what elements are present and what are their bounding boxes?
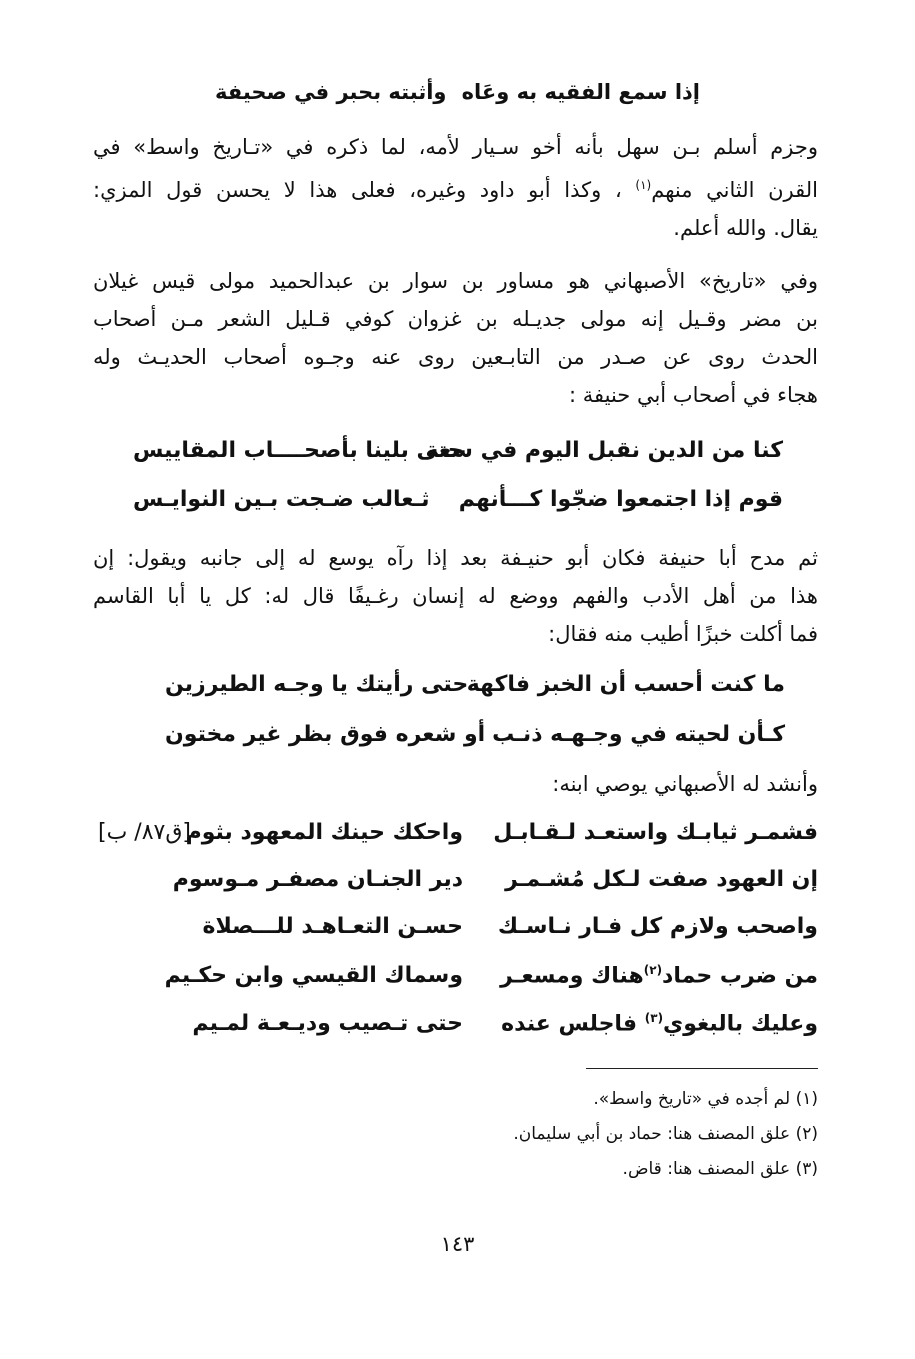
footnote-1: (١) لم أجده في «تاريخ واسط». <box>593 1089 818 1109</box>
poem-3-verse-5 <box>98 1011 818 1051</box>
poem-3-verse-5-first-end: فاجلس عنده <box>501 1011 645 1037</box>
paragraph-2 <box>93 262 818 414</box>
manuscript-folio-note: [ق٨٧/ ب] <box>98 820 191 845</box>
poem-1-verse-1-first: كنا من الدين نقبل اليوم في سعة <box>425 438 783 463</box>
poem-1-verse-1 <box>133 438 783 478</box>
paragraph-1-line-2-end: ، وكذا أبو داود وغيره، فعلى هذا لا يحسن قول المزي: <box>93 178 636 202</box>
poem-3-verse-4-first <box>500 963 818 988</box>
poem-3-verse-5-first-start: وعليك بالبغوي <box>663 1011 818 1037</box>
poem-2-verse-2-second: أو شعره فوق بظر غير مختون <box>165 722 486 747</box>
header-left-hemistich: وأثبته بحبر في صحيفة <box>215 80 447 104</box>
paragraph-2-line-2: بن مضر وقـيل إنه مولى جديـله بن غزوان كوفي قـليل الشعر مـن أصحاب <box>93 307 818 331</box>
poem-2-verse-2-first: كـأن لحيته في وجـهـه ذنـب <box>492 722 785 747</box>
paragraph-1-line-3: يقال. والله أعلم. <box>673 216 818 240</box>
page-header <box>215 74 700 114</box>
poem-3-verse-4-first-end: هناك ومسعـر <box>500 963 644 989</box>
poem-1-verse-1-second: حتى بلينا بأصحــــاب المقاييس <box>133 438 464 463</box>
paragraph-3-line-3: فما أكلت خبزًا أطيب منه فقال: <box>548 622 818 646</box>
poem-3-verse-1-first: فشمـر ثيابـك واستعـد لـقـابـل <box>493 820 818 845</box>
poem-3-verse-4 <box>98 963 818 1003</box>
paragraph-1 <box>93 128 818 247</box>
footnotes <box>118 1082 818 1187</box>
header-right-hemistich: إذا سمع الفقيه به وعَاه <box>461 80 700 104</box>
poem-3-verse-5-second: حتى تـصيب وديـعـة لمـيم <box>192 1011 463 1036</box>
poem-2-verse-1-second: حتى رأيتك يا وجـه الطيرزين <box>165 672 469 697</box>
footnote-3: (٣) علق المصنف هنا: قاض. <box>622 1159 818 1179</box>
poem-3-verse-2-second: دير الجنـان مصفـر مـوسوم <box>172 867 463 892</box>
poem-2-verse-1-first: ما كنت أحسب أن الخبز فاكهة <box>466 672 785 697</box>
footnote-ref-2: (٢) <box>643 963 663 977</box>
paragraph-1-line-2 <box>93 166 818 209</box>
footnote-separator <box>586 1068 818 1069</box>
footnote-ref-3: (٣) <box>644 1011 664 1025</box>
poem-1-verse-2-first: قوم إذا اجتمعوا ضجّوا كـــأنهم <box>458 487 783 512</box>
poem-3-verse-5-first <box>501 1011 818 1036</box>
poem-3-verse-1 <box>98 820 818 860</box>
poem-1-verse-2 <box>133 487 783 527</box>
paragraph-1-line-1: وجزم أسلم بـن سهل بأنه أخو سـيار لأمه، لما ذكره في «تـاريخ واسط» في <box>93 135 818 159</box>
poem-3-verse-4-first-start: من ضرب حماد <box>662 963 818 989</box>
poem-1-verse-2-second: ثـعالب ضـجت بـين النوايـس <box>133 487 430 512</box>
poem-3-verse-2-first: إن العهود صفت لـكل مُشـمـر <box>505 867 818 892</box>
poem-2-verse-1 <box>165 672 785 712</box>
paragraph-3 <box>93 539 818 653</box>
paragraph-1-line-2-start: القرن الثاني منهم <box>651 178 818 202</box>
poem-3-verse-1-second: واحكك حينك المعهود بثوم <box>185 820 463 845</box>
paragraph-2-line-1: وفي «تاريخ» الأصبهاني هو مساور بن سوار بن عبدالحميد مولى قيس غيلان <box>93 269 818 293</box>
footnote-2: (٢) علق المصنف هنا: حماد بن أبي سليمان. <box>513 1124 818 1144</box>
poem-2-verse-2 <box>165 722 785 762</box>
paragraph-2-line-3: الحدث روى عن صـدر من التابـعين روى عنه وجـوه أصحاب الحديـث وله <box>93 345 818 369</box>
page-number: ١٤٣ <box>440 1232 475 1256</box>
poem-3-verse-3-first: واصحب ولازم كل فـار نـاسـك <box>497 914 818 939</box>
paragraph-3-line-2: هذا من أهل الأدب والفهم ووضع له إنسان رغـيفًا قال له: كل يا أبا القاسم <box>93 584 818 608</box>
paragraph-2-line-4: هجاء في أصحاب أبي حنيفة : <box>568 383 818 407</box>
footnote-ref-1: (١) <box>635 178 652 192</box>
poem-3-intro: وأنشد له الأصبهاني يوصي ابنه: <box>552 772 818 796</box>
poem-3-verse-3 <box>98 914 818 954</box>
paragraph-3-line-1: ثم مدح أبا حنيفة فكان أبو حنيـفة بعد إذا رآه يوسع له إلى جانبه ويقول: إن <box>93 546 818 570</box>
poem-3-verse-2 <box>98 867 818 907</box>
poem-3-verse-3-second: حسـن التعـاهـد للـــصلاة <box>202 914 463 939</box>
poem-3-verse-4-second: وسماك القيسي وابن حكـيم <box>164 963 463 988</box>
